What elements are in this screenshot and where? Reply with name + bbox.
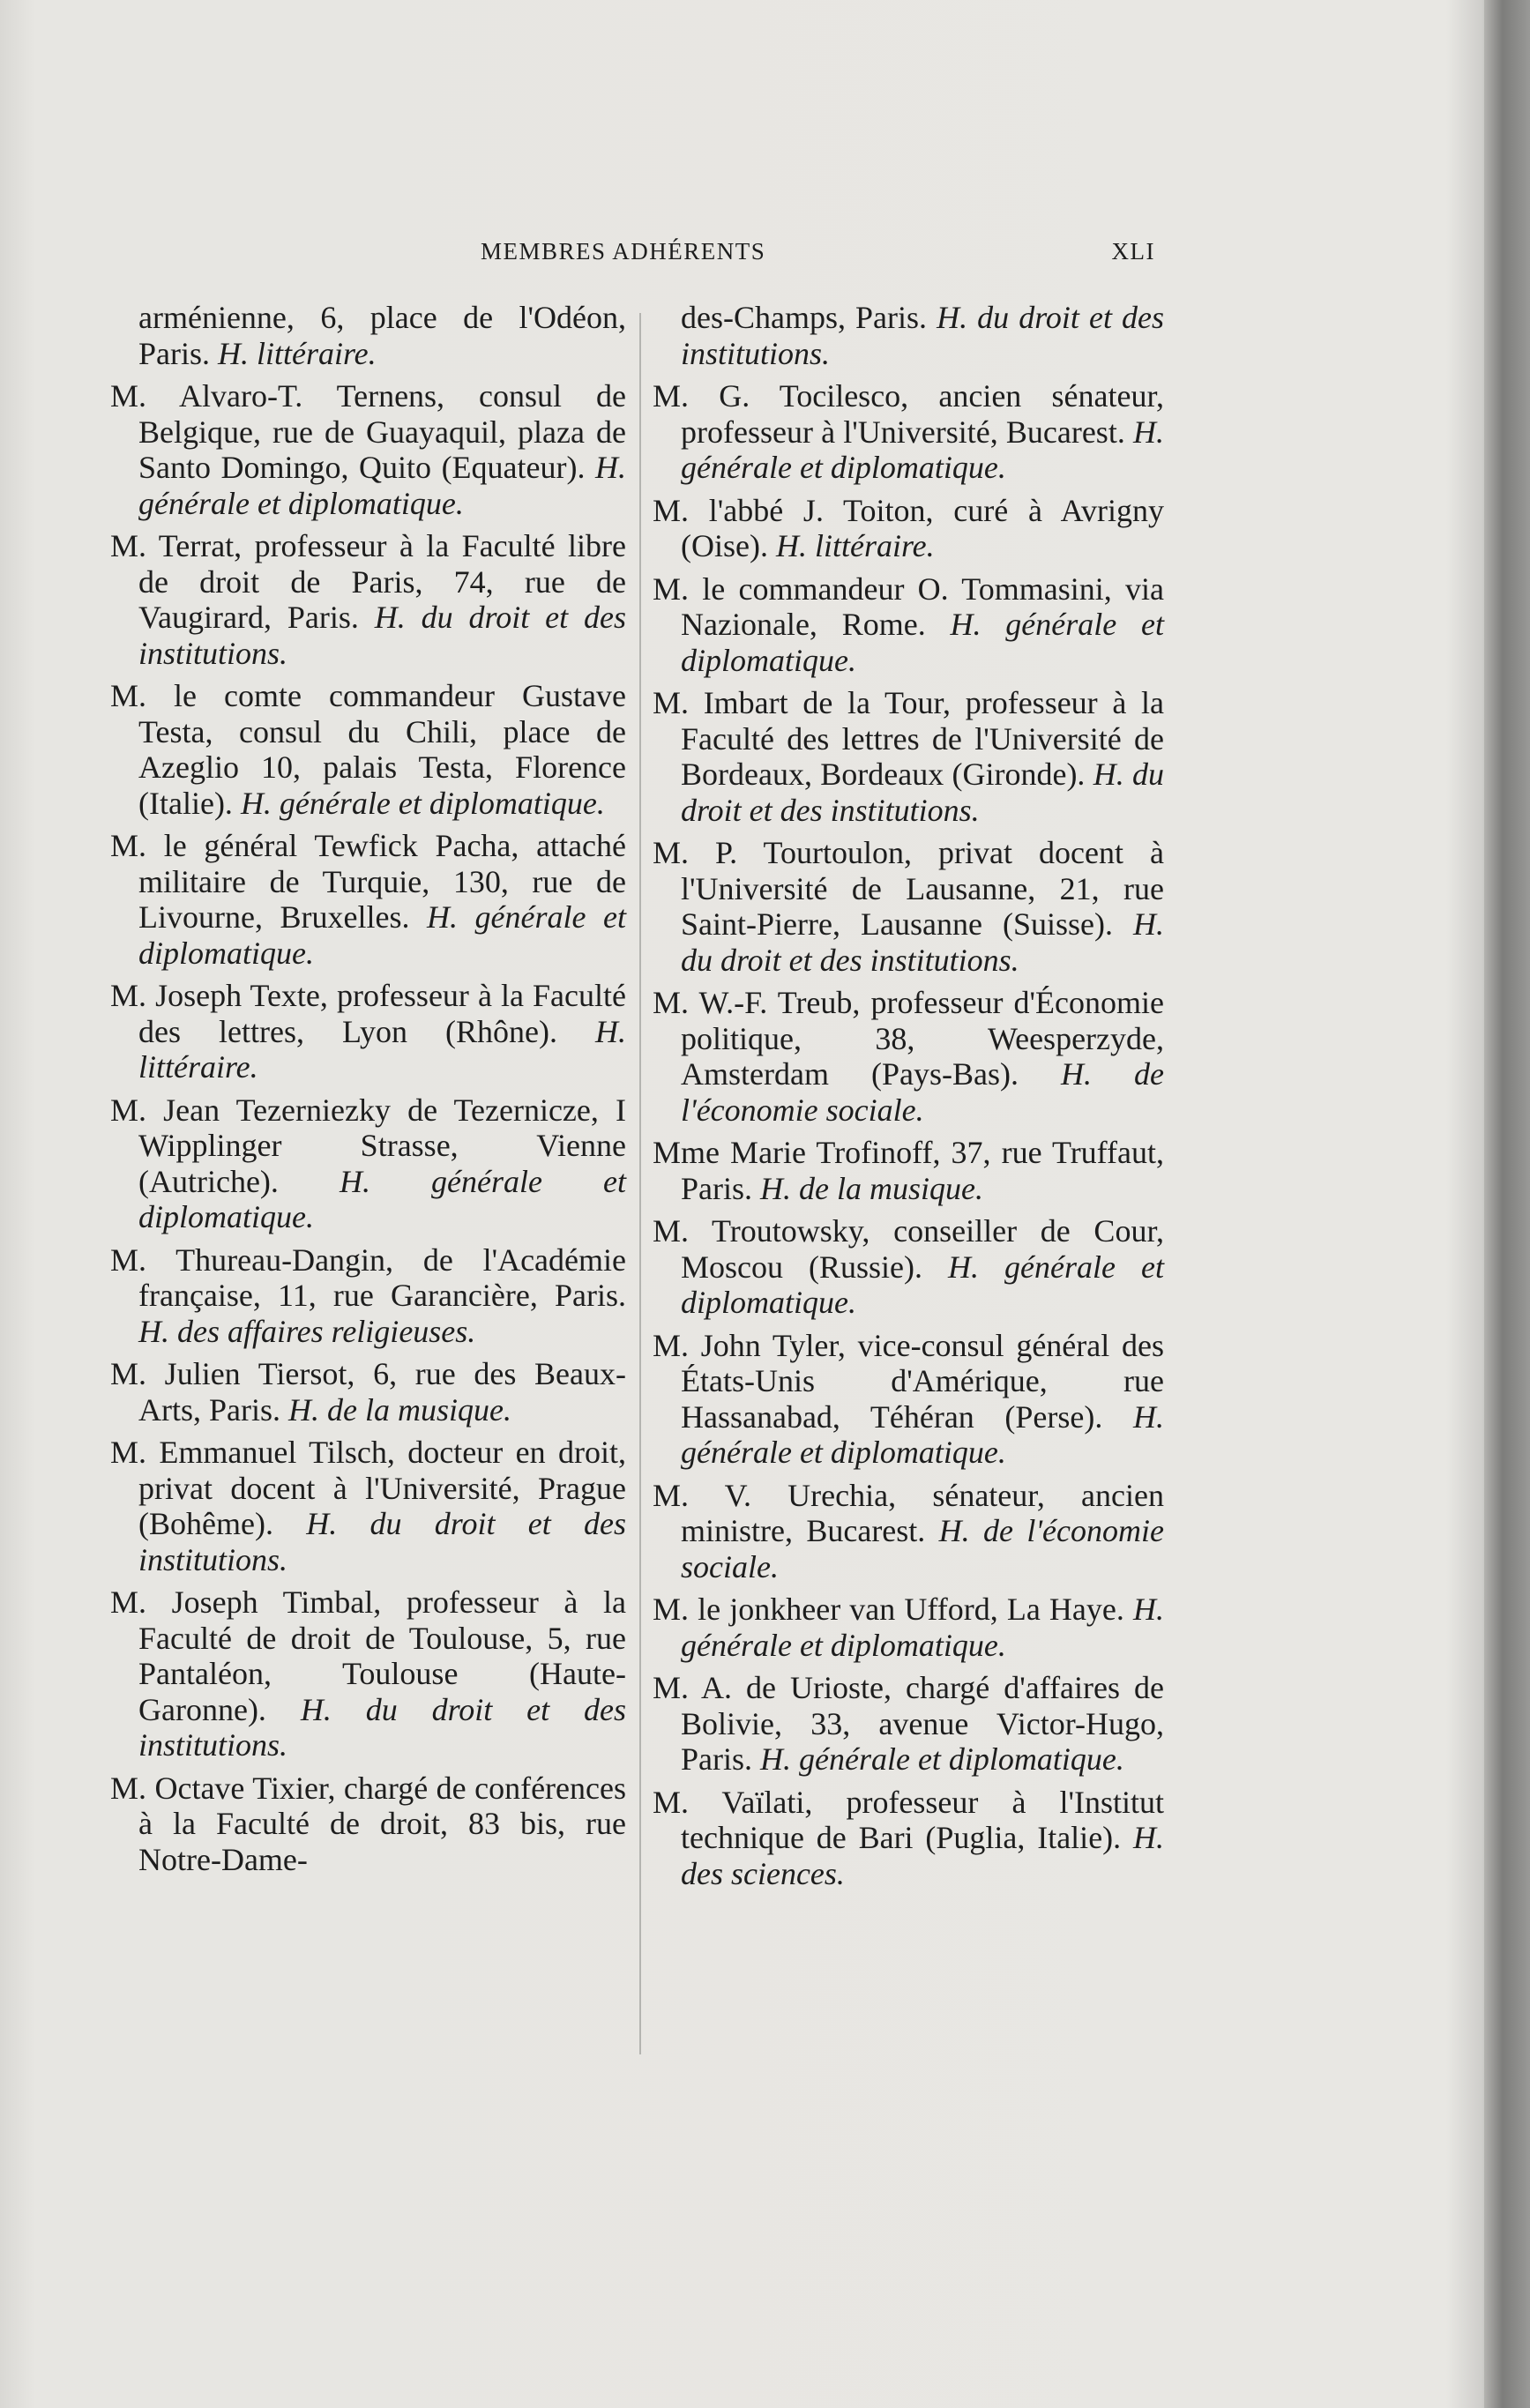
member-entry-section: H. générale et diplomatique.: [681, 1249, 1164, 1320]
member-entry-section: H. générale et diplomatique.: [138, 1163, 626, 1234]
header-title: MEMBRES ADHÉRENTS: [481, 238, 766, 265]
member-entry-text: M. John Tyler, vice-consul général des États-Unis d'Amérique, rue Hassanabad, Téhéran (Perse).: [653, 1327, 1164, 1435]
member-entry: [653, 493, 1164, 564]
member-entry-section: H. générale et diplomatique.: [681, 414, 1164, 485]
member-entry: [110, 1092, 626, 1235]
member-entry: [653, 985, 1164, 1128]
member-entry-section: H. du droit et des institutions.: [138, 1506, 626, 1577]
member-entry: [653, 1592, 1164, 1663]
member-entry-text: Mme Marie Trofinoff, 37, rue Truffaut, Paris.: [653, 1135, 1164, 1206]
member-entry-section: H. des affaires religieuses.: [138, 1313, 476, 1349]
column-divider: [639, 313, 641, 2054]
member-entry-text: M. le général Tewfick Pacha, attaché militaire de Turquie, 130, rue de Livourne, Bruxelles.: [110, 828, 626, 935]
member-entry: [110, 378, 626, 521]
member-entry: [110, 1584, 626, 1763]
member-entry-section: H. du droit et des institutions.: [681, 300, 1164, 371]
member-entry: [110, 678, 626, 821]
member-entry-section: H. générale et diplomatique.: [681, 607, 1164, 678]
member-entry-section: H. du droit et des institutions.: [681, 906, 1165, 978]
member-entry: [653, 1670, 1164, 1778]
member-entry: [110, 978, 626, 1085]
member-entry-text: M. Troutowsky, conseiller de Cour, Moscou (Russie).: [653, 1213, 1164, 1285]
member-entry-section: H. générale et diplomatique.: [681, 1592, 1165, 1663]
member-entry-section: H. générale et diplomatique.: [138, 899, 626, 971]
member-entry: [110, 828, 626, 971]
member-entry-text: M. A. de Urioste, chargé d'affaires de Bolivie, 33, avenue Victor-Hugo, Paris.: [653, 1670, 1164, 1777]
member-entry: [653, 1785, 1164, 1892]
member-entry-section: H. générale et diplomatique.: [681, 1398, 1165, 1470]
member-entry-text: M. Vaïlati, professeur à l'Institut technique de Bari (Puglia, Italie).: [653, 1784, 1164, 1855]
member-entry: [653, 571, 1164, 679]
member-entry: [110, 1771, 626, 1878]
member-entry-text: des-Champs, Paris.: [681, 300, 928, 335]
member-entry-section: H. de l'économie sociale.: [681, 1056, 1165, 1128]
member-entry-text: M. Octave Tixier, chargé de conférences à la Faculté de droit, 83 bis, rue Notre-Dame-: [110, 1770, 626, 1877]
member-entry-section: H. du droit et des institutions.: [138, 600, 626, 671]
member-entry-section: H. du droit et des institutions.: [138, 1691, 626, 1763]
member-entry: [653, 1328, 1164, 1471]
page-edge-shadow: [1484, 0, 1530, 2408]
member-entry: [653, 1135, 1164, 1206]
member-entry-section: H. littéraire.: [218, 335, 377, 371]
member-entry-section: H. de la musique.: [760, 1170, 983, 1206]
left-column: [110, 300, 626, 1884]
right-column: [653, 300, 1164, 1898]
member-entry-text: M. Jean Tezerniezky de Tezernicze, I Wipplinger Strasse, Vienne (Autriche).: [110, 1092, 626, 1199]
page-number: XLI: [1111, 238, 1155, 265]
member-entry-text: M. G. Tocilesco, ancien sénateur, professeur à l'Université, Bucarest.: [653, 378, 1164, 450]
member-entry: [110, 1435, 626, 1577]
member-entry: [110, 300, 626, 371]
member-entry-section: H. générale et diplomatique.: [138, 450, 627, 521]
member-entry-text: M. Julien Tiersot, 6, rue des Beaux-Arts, Paris.: [110, 1356, 626, 1428]
member-entry-text: M. V. Urechia, sénateur, ancien ministre, Bucarest.: [653, 1477, 1164, 1548]
member-entry-text: M. Terrat, professeur à la Faculté libre de droit de Paris, 74, rue de Vaugirard, Paris.: [110, 528, 626, 635]
member-entry-section: H. du droit et des institutions.: [681, 757, 1165, 828]
member-entry-text: M. Emmanuel Tilsch, docteur en droit, privat docent à l'Université, Prague (Bohême).: [110, 1435, 626, 1541]
member-entry-section: H. littéraire.: [138, 1013, 627, 1085]
member-entry: [110, 1356, 626, 1428]
member-entry: [110, 1242, 626, 1350]
member-entry: [653, 1213, 1164, 1321]
member-entry-text: M. Joseph Texte, professeur à la Faculté des lettres, Lyon (Rhône).: [110, 978, 626, 1049]
member-entry-text: M. Imbart de la Tour, professeur à la Faculté des lettres de l'Université de Bordeaux, Bordeaux (Gironde).: [653, 685, 1164, 792]
member-entry-text: M. le jonkheer van Ufford, La Haye.: [653, 1592, 1124, 1627]
member-entry: [653, 378, 1164, 486]
member-entry: [653, 835, 1164, 978]
member-entry-text: M. Alvaro-T. Ternens, consul de Belgique, rue de Guayaquil, plaza de Santo Domingo, Quito (Equateur).: [110, 378, 626, 485]
member-entry: [653, 685, 1164, 828]
member-entry-section: H. générale et diplomatique.: [760, 1741, 1124, 1777]
member-entry: [110, 528, 626, 671]
member-entry: [653, 300, 1164, 371]
member-entry-section: H. de la musique.: [288, 1391, 511, 1428]
member-entry-text: M. le comte commandeur Gustave Testa, consul du Chili, place de Azeglio 10, palais Testa, Florence (Italie).: [110, 678, 626, 821]
member-entry-text: M. P. Tourtoulon, privat docent à l'Université de Lausanne, 21, rue Saint-Pierre, Lausanne (Suisse).: [653, 835, 1164, 942]
member-entry-text: M. l'abbé J. Toiton, curé à Avrigny (Oise).: [653, 492, 1164, 563]
member-entry-section: H. des sciences.: [681, 1820, 1164, 1891]
member-entry-section: H. littéraire.: [775, 528, 935, 563]
member-entry: [653, 1478, 1164, 1585]
member-entry-text: M. le commandeur O. Tommasini, via Nazionale, Rome.: [653, 570, 1164, 642]
member-entry-text: M. Joseph Timbal, professeur à la Faculté de droit de Toulouse, 5, rue Pantaléon, Toulouse (Haute-Garonne).: [110, 1584, 626, 1727]
member-entry-text: arménienne, 6, place de l'Odéon, Paris.: [138, 300, 626, 371]
member-entry-text: M. W.-F. Treub, professeur d'Économie politique, 38, Weesperzyde, Amsterdam (Pays-Bas).: [653, 985, 1164, 1092]
member-entry-text: M. Thureau-Dangin, de l'Académie française, 11, rue Garancière, Paris.: [110, 1241, 626, 1313]
member-entry-section: H. de l'économie sociale.: [681, 1513, 1164, 1584]
member-entry-section: H. générale et diplomatique.: [240, 785, 605, 821]
